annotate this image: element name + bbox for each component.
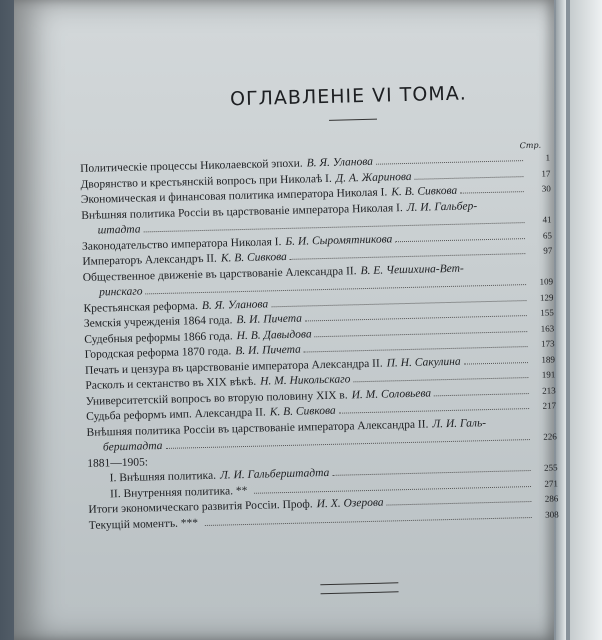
entry-author: И. Х. Озерова xyxy=(316,496,384,511)
leader-dots xyxy=(315,331,528,337)
leader-dots xyxy=(480,208,524,209)
leader-dots xyxy=(387,501,532,506)
entry-title: Законодательство императора Николая I. xyxy=(81,235,282,253)
entry-title: II. Внутренняя политика. ** xyxy=(109,484,248,500)
entry-page-number: 226 xyxy=(543,431,557,442)
entry-page-number: 213 xyxy=(542,384,556,396)
entry-author: П. Н. Сакулина xyxy=(386,355,461,370)
leader-dots xyxy=(460,191,524,194)
leader-dots xyxy=(271,300,526,307)
entry-title: Внѣшняя политика Россіи въ царствованіе императора Николая I. xyxy=(81,201,403,222)
leader-dots xyxy=(464,362,528,365)
entry-title: Земскія учрежденія 1864 года. xyxy=(83,314,233,330)
page-column-label: Стр. xyxy=(519,140,542,151)
table-of-contents xyxy=(80,150,559,533)
page-edge xyxy=(570,0,602,640)
entry-title: Крестьянская реформа. xyxy=(83,299,199,315)
entry-page-number: 189 xyxy=(541,353,556,365)
entry-title: Политическіе процессы Николаевской эпохи. xyxy=(79,157,303,175)
entry-page-number: 308 xyxy=(545,508,559,520)
entry-page-number: 30 xyxy=(541,183,551,194)
entry-title: I. Внѣшняя политика. xyxy=(109,469,217,485)
entry-page-number: 65 xyxy=(542,229,553,241)
leader-dots xyxy=(395,238,525,242)
leader-dots xyxy=(290,253,526,260)
entry-page-number: 286 xyxy=(544,493,559,504)
entry-page-number xyxy=(529,269,553,270)
entry-page-number: 97 xyxy=(543,245,553,256)
entry-page-number: 17 xyxy=(541,167,551,179)
book-page xyxy=(14,0,559,640)
leader-dots xyxy=(467,270,526,271)
entry-author: Д. А. Жаринова xyxy=(335,170,412,185)
entry-title: Университетскій вопросъ во вторую половину XIX в. xyxy=(85,388,348,408)
leader-dots xyxy=(415,176,524,180)
entry-title: Расколъ и сектанство въ XIX вѣкѣ. xyxy=(85,375,257,392)
closing-rule xyxy=(320,582,398,594)
entry-author: Л. И. Галь- xyxy=(432,416,487,430)
entry-author: В. И. Пичета xyxy=(235,343,301,358)
entry-title: Экономическая и финансовая политика императора Николая I. xyxy=(80,186,388,206)
entry-title: 1881—1905: xyxy=(87,455,149,470)
entry-author: Л. И. Гальберштадта xyxy=(219,466,330,482)
entry-author: Л. И. Гальбер- xyxy=(406,199,478,214)
entry-title: Судебныя реформы 1866 года. xyxy=(84,329,233,346)
entry-author: берштадта xyxy=(102,440,163,454)
entry-page-number xyxy=(527,207,551,208)
leader-dots xyxy=(305,315,527,321)
entry-author: В. Я. Уланова xyxy=(201,297,269,312)
entry-author: К. В. Сивкова xyxy=(220,250,287,265)
entry-author: Б. И. Сыромятникова xyxy=(285,232,393,248)
entry-title: Императоръ Александръ II. xyxy=(82,252,218,268)
entry-title: Итоги экономическаго развитія Россіи. Проф. xyxy=(88,498,313,516)
leader-dots xyxy=(489,425,529,426)
leader-dots xyxy=(353,377,528,382)
entry-title: Печать и цензура въ царствованіе императора Александра II. xyxy=(84,357,383,377)
entry-page-number xyxy=(533,424,557,425)
leader-dots xyxy=(376,160,523,165)
entry-title: Судьба реформъ имп. Александра II. xyxy=(86,406,266,423)
entry-title: Текущій моментъ. *** xyxy=(88,516,199,532)
page-edge xyxy=(556,0,566,640)
entry-author: В. И. Пичета xyxy=(236,312,303,327)
entry-page-number: 163 xyxy=(540,322,555,334)
entry-author: штадта xyxy=(97,223,141,237)
entry-page-number: 173 xyxy=(540,338,555,349)
entry-title: Дворянство и крестьянскій вопросъ при Николаѣ I. xyxy=(80,172,332,191)
entry-page-number: 217 xyxy=(542,400,557,411)
leader-dots xyxy=(332,470,530,476)
leader-dots xyxy=(339,408,529,414)
entry-author: В. Е. Чешихина-Вет- xyxy=(360,262,464,277)
entry-page-number: 271 xyxy=(544,477,559,489)
entry-author: Н. М. Никольскаго xyxy=(260,373,351,388)
leader-dots xyxy=(304,346,528,352)
page-title: ОГЛАВЛЕНІЕ VI ТОМА. xyxy=(229,82,468,111)
leader-dots xyxy=(205,517,532,526)
entry-author: И. М. Соловьева xyxy=(351,386,432,401)
entry-page-number: 1 xyxy=(545,152,551,163)
entry-author: В. Я. Уланова xyxy=(306,155,374,170)
entry-title: Городская реформа 1870 года. xyxy=(84,345,232,361)
entry-author: Н. В. Давыдова xyxy=(236,327,312,342)
entry-page-number: 155 xyxy=(540,307,554,318)
entry-author: К. В. Сивкова xyxy=(391,184,458,199)
entry-author: К. В. Сивкова xyxy=(269,404,336,419)
entry-title: Общественное движеніе въ царствованіе Александра II. xyxy=(82,264,357,284)
entry-title: Внѣшняя политика Россіи въ царствованіе императора Александра II. xyxy=(86,418,429,439)
entry-page-number: 109 xyxy=(539,276,554,287)
entry-page-number: 255 xyxy=(543,462,558,473)
entry-page-number: 191 xyxy=(541,369,556,380)
entry-page-number: 41 xyxy=(542,214,552,225)
entry-page-number: 129 xyxy=(539,291,554,303)
leader-dots xyxy=(434,393,529,396)
entry-page-number xyxy=(533,455,557,456)
title-divider xyxy=(329,119,377,121)
entry-author: ринскаго xyxy=(99,285,143,299)
